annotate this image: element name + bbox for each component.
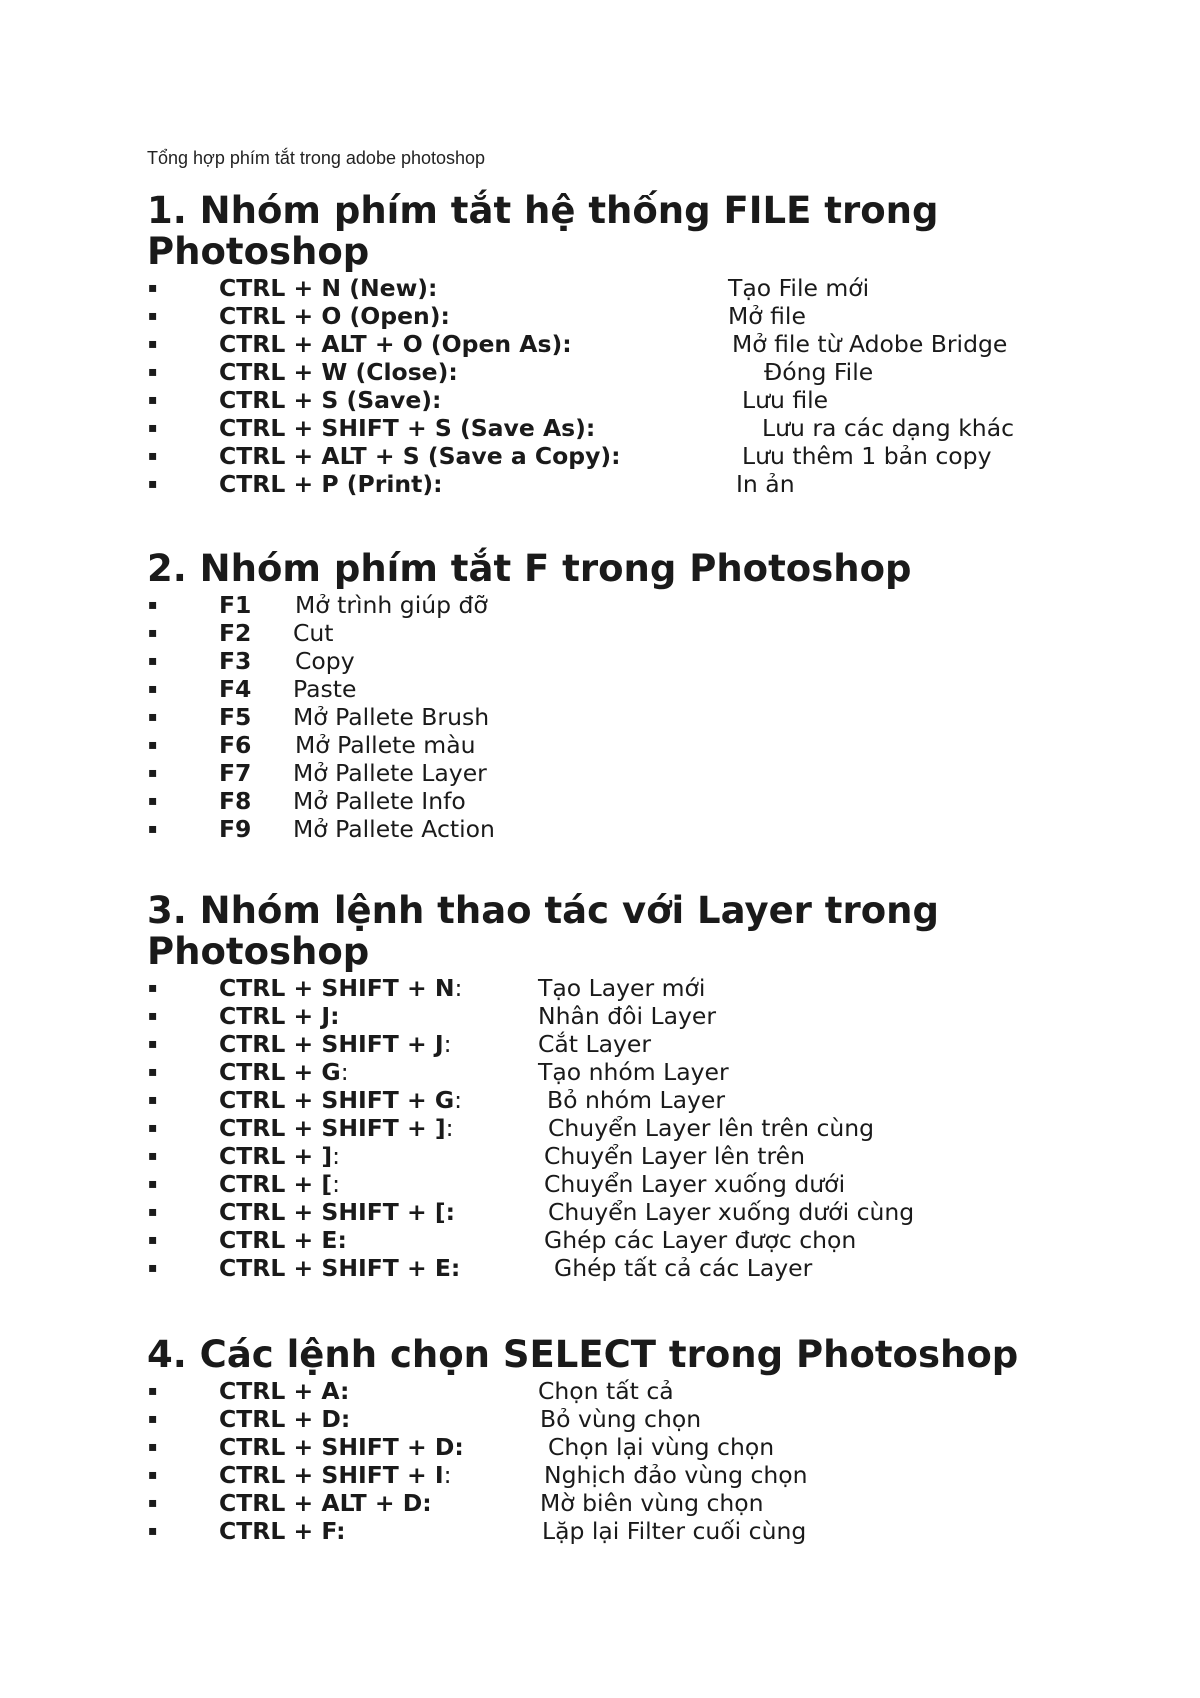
shortcut-key: CTRL + SHIFT + D:	[219, 1433, 464, 1461]
shortcut-list	[0, 274, 1200, 498]
bullet-icon: ▪	[148, 1036, 158, 1052]
shortcut-description: Mở file từ Adobe Bridge	[732, 330, 1008, 358]
shortcut-key: F6	[219, 731, 252, 759]
document-title: Tổng hợp phím tắt trong adobe photoshop	[147, 148, 486, 168]
list-item	[0, 274, 1200, 302]
shortcut-description: Đóng File	[764, 358, 874, 386]
bullet-icon: ▪	[148, 980, 158, 996]
list-item	[0, 414, 1200, 442]
shortcut-key: CTRL + D:	[219, 1405, 351, 1433]
shortcut-key: CTRL + S (Save):	[219, 386, 442, 414]
section-layer-commands	[0, 890, 1200, 1282]
shortcut-key: CTRL + P (Print):	[219, 470, 443, 498]
shortcut-description: Tạo File mới	[728, 274, 870, 302]
shortcut-description: Lưu thêm 1 bản copy	[742, 442, 992, 470]
shortcut-description: Ghép tất cả các Layer	[554, 1254, 813, 1282]
shortcut-description: Mở Pallete Action	[293, 815, 495, 843]
shortcut-list	[0, 974, 1200, 1282]
shortcut-key: CTRL + F:	[219, 1517, 346, 1545]
bullet-icon: ▪	[148, 737, 158, 753]
shortcut-key: CTRL + SHIFT + S (Save As):	[219, 414, 596, 442]
bullet-icon: ▪	[148, 653, 158, 669]
shortcut-key: CTRL + ALT + O (Open As):	[219, 330, 572, 358]
shortcut-key: CTRL + G:	[219, 1058, 349, 1086]
shortcut-key: CTRL + W (Close):	[219, 358, 458, 386]
shortcut-description: Tạo Layer mới	[538, 974, 706, 1002]
bullet-icon: ▪	[148, 1232, 158, 1248]
shortcut-description: Mở trình giúp đỡ	[295, 591, 488, 619]
list-item	[0, 815, 1200, 843]
list-item	[0, 1198, 1200, 1226]
shortcut-description: Chuyển Layer xuống dưới	[544, 1170, 846, 1198]
shortcut-description: Nghịch đảo vùng chọn	[544, 1461, 808, 1489]
shortcut-key: CTRL + A:	[219, 1377, 350, 1405]
list-item	[0, 1114, 1200, 1142]
list-item	[0, 1030, 1200, 1058]
bullet-icon: ▪	[148, 1411, 158, 1427]
list-item	[0, 1489, 1200, 1517]
bullet-icon: ▪	[148, 364, 158, 380]
bullet-icon: ▪	[148, 1383, 158, 1399]
shortcut-description: Cắt Layer	[538, 1030, 652, 1058]
list-item	[0, 1517, 1200, 1545]
bullet-icon: ▪	[148, 476, 158, 492]
bullet-icon: ▪	[148, 448, 158, 464]
section-heading: 4. Các lệnh chọn SELECT trong Photoshop	[147, 1333, 1019, 1376]
shortcut-key: CTRL + SHIFT + J:	[219, 1030, 452, 1058]
list-item	[0, 442, 1200, 470]
shortcut-description: Ghép các Layer được chọn	[544, 1226, 857, 1254]
list-item	[0, 647, 1200, 675]
list-item	[0, 330, 1200, 358]
list-item	[0, 1433, 1200, 1461]
bullet-icon: ▪	[148, 420, 158, 436]
list-item	[0, 731, 1200, 759]
bullet-icon: ▪	[148, 681, 158, 697]
bullet-icon: ▪	[148, 1064, 158, 1080]
shortcut-list	[0, 1377, 1200, 1545]
section-heading: 2. Nhóm phím tắt F trong Photoshop	[147, 547, 912, 590]
shortcut-key: CTRL + O (Open):	[219, 302, 450, 330]
shortcut-description: Chuyển Layer xuống dưới cùng	[548, 1198, 915, 1226]
shortcut-key: CTRL + SHIFT + N:	[219, 974, 463, 1002]
list-item	[0, 787, 1200, 815]
shortcut-key: F2	[219, 619, 252, 647]
shortcut-key: CTRL + SHIFT + E:	[219, 1254, 461, 1282]
list-item	[0, 1002, 1200, 1030]
shortcut-description: Cut	[293, 619, 334, 647]
list-item	[0, 1086, 1200, 1114]
bullet-icon: ▪	[148, 1495, 158, 1511]
shortcut-description: Lưu ra các dạng khác	[762, 414, 1015, 442]
section-heading: 1. Nhóm phím tắt hệ thống FILE trong Photoshop	[147, 189, 939, 273]
list-item	[0, 1226, 1200, 1254]
shortcut-key: CTRL + SHIFT + ]:	[219, 1114, 454, 1142]
bullet-icon: ▪	[148, 1523, 158, 1539]
bullet-icon: ▪	[148, 1120, 158, 1136]
bullet-icon: ▪	[148, 1467, 158, 1483]
shortcut-description: Mở Pallete Layer	[293, 759, 487, 787]
section-heading: 3. Nhóm lệnh thao tác với Layer trong Photoshop	[147, 889, 939, 973]
bullet-icon: ▪	[148, 392, 158, 408]
list-item	[0, 619, 1200, 647]
shortcut-key: CTRL + [:	[219, 1170, 341, 1198]
bullet-icon: ▪	[148, 597, 158, 613]
shortcut-description: Bỏ vùng chọn	[540, 1405, 702, 1433]
shortcut-description: Paste	[293, 675, 357, 703]
list-item	[0, 1461, 1200, 1489]
list-item	[0, 974, 1200, 1002]
shortcut-description: In ản	[736, 470, 795, 498]
shortcut-key: CTRL + N (New):	[219, 274, 438, 302]
shortcut-description: Chuyển Layer lên trên	[544, 1142, 805, 1170]
shortcut-key: CTRL + SHIFT + [:	[219, 1198, 456, 1226]
list-item	[0, 1405, 1200, 1433]
bullet-icon: ▪	[148, 1204, 158, 1220]
bullet-icon: ▪	[148, 765, 158, 781]
section-f-keys	[0, 548, 1200, 843]
shortcut-list	[0, 591, 1200, 843]
list-item	[0, 1142, 1200, 1170]
shortcut-key: CTRL + SHIFT + I:	[219, 1461, 452, 1489]
list-item	[0, 1170, 1200, 1198]
shortcut-description: Mờ biên vùng chọn	[540, 1489, 764, 1517]
list-item	[0, 703, 1200, 731]
shortcut-description: Copy	[295, 647, 355, 675]
bullet-icon: ▪	[148, 308, 158, 324]
bullet-icon: ▪	[148, 1008, 158, 1024]
shortcut-key: CTRL + ALT + D:	[219, 1489, 432, 1517]
shortcut-key: CTRL + J:	[219, 1002, 340, 1030]
list-item	[0, 302, 1200, 330]
shortcut-description: Lưu file	[742, 386, 829, 414]
bullet-icon: ▪	[148, 280, 158, 296]
list-item	[0, 591, 1200, 619]
shortcut-key: F4	[219, 675, 252, 703]
bullet-icon: ▪	[148, 625, 158, 641]
shortcut-description: Chuyển Layer lên trên cùng	[548, 1114, 875, 1142]
list-item	[0, 470, 1200, 498]
list-item	[0, 386, 1200, 414]
shortcut-description: Nhân đôi Layer	[538, 1002, 717, 1030]
shortcut-description: Mở Pallete Info	[293, 787, 466, 815]
shortcut-key: F1	[219, 591, 252, 619]
list-item	[0, 358, 1200, 386]
section-file-shortcuts	[0, 190, 1200, 498]
bullet-icon: ▪	[148, 1439, 158, 1455]
list-item	[0, 759, 1200, 787]
list-item	[0, 1254, 1200, 1282]
shortcut-key: F9	[219, 815, 252, 843]
shortcut-key: F7	[219, 759, 252, 787]
bullet-icon: ▪	[148, 1092, 158, 1108]
shortcut-key: F3	[219, 647, 252, 675]
shortcut-description: Mở file	[728, 302, 806, 330]
shortcut-key: CTRL + ]:	[219, 1142, 341, 1170]
shortcut-key: CTRL + E:	[219, 1226, 347, 1254]
section-select-commands	[0, 1334, 1200, 1545]
bullet-icon: ▪	[148, 1148, 158, 1164]
shortcut-key: F8	[219, 787, 252, 815]
bullet-icon: ▪	[148, 793, 158, 809]
shortcut-description: Chọn lại vùng chọn	[548, 1433, 775, 1461]
shortcut-key: F5	[219, 703, 252, 731]
shortcut-description: Bỏ nhóm Layer	[547, 1086, 726, 1114]
bullet-icon: ▪	[148, 709, 158, 725]
bullet-icon: ▪	[148, 821, 158, 837]
bullet-icon: ▪	[148, 1260, 158, 1276]
shortcut-description: Mở Pallete Brush	[293, 703, 490, 731]
shortcut-key: CTRL + SHIFT + G:	[219, 1086, 463, 1114]
shortcut-key: CTRL + ALT + S (Save a Copy):	[219, 442, 621, 470]
bullet-icon: ▪	[148, 1176, 158, 1192]
list-item	[0, 675, 1200, 703]
list-item	[0, 1058, 1200, 1086]
shortcut-description: Tạo nhóm Layer	[538, 1058, 729, 1086]
shortcut-description: Mở Pallete màu	[295, 731, 476, 759]
shortcut-description: Lặp lại Filter cuối cùng	[542, 1517, 807, 1545]
bullet-icon: ▪	[148, 336, 158, 352]
shortcut-description: Chọn tất cả	[538, 1377, 674, 1405]
list-item	[0, 1377, 1200, 1405]
